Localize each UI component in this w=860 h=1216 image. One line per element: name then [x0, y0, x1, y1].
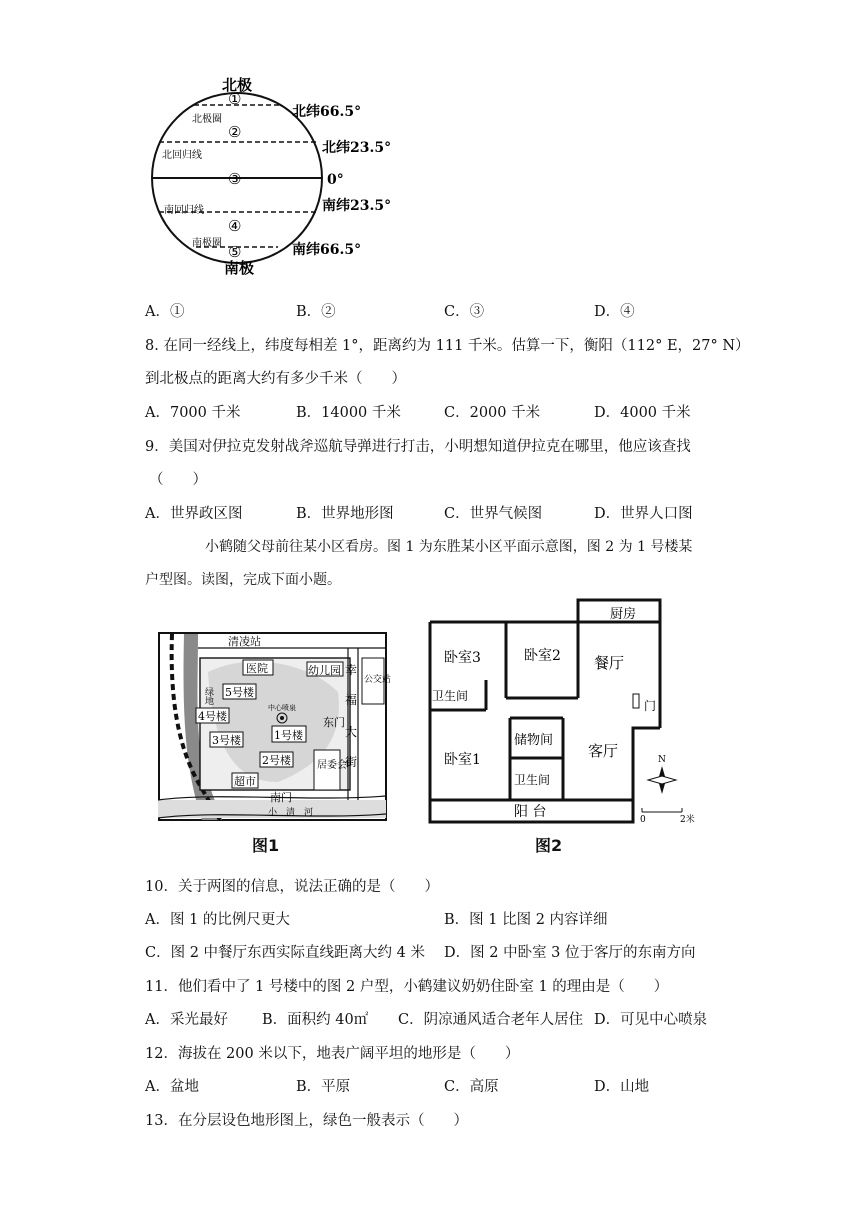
fig2-balcony-label: 阳 台 — [514, 804, 547, 820]
fig2-living-label: 客厅 — [588, 742, 619, 760]
latitude-globe-figure — [140, 70, 410, 285]
fig1-xing-label: 幸 — [345, 663, 358, 677]
fig1-da-label: 大 — [345, 725, 358, 739]
q8-option-a[interactable]: A．7000 千米 — [145, 405, 241, 421]
fig1-b5-label: 5号楼 — [225, 686, 254, 699]
fig1-b3-label: 3号楼 — [212, 734, 241, 747]
floor-plan-figure — [428, 598, 718, 828]
q10-option-d[interactable]: D．图 2 中卧室 3 位于客厅的东南方向 — [444, 945, 696, 961]
q9-stem-line2: （ ） — [149, 472, 207, 488]
fig2-scale-2: 2米 — [680, 815, 695, 825]
q11-option-d[interactable]: D．可见中心喷泉 — [594, 1012, 708, 1028]
fig1-south-gate-label: 南门 — [270, 791, 292, 804]
fig2-dining-label: 餐厅 — [594, 654, 625, 672]
q7-option-a[interactable]: A．① — [145, 304, 185, 320]
q13-stem: 13．在分层设色地形图上，绿色一般表示（ ） — [145, 1113, 468, 1129]
fig2-bath1-label: 卫生间 — [432, 689, 469, 703]
equator-label: 0° — [327, 172, 344, 188]
q9-option-a[interactable]: A．世界政区图 — [145, 506, 243, 522]
fig1-b4-label: 4号楼 — [198, 710, 227, 723]
fig1-east-gate-label: 东门 — [323, 716, 345, 729]
n235-label: 北纬23.5° — [322, 140, 392, 156]
fig2-storage-label: 储物间 — [514, 733, 554, 748]
zone-3-label: ③ — [228, 170, 242, 188]
fig1-b1-label: 1号楼 — [274, 729, 303, 742]
q10-option-a[interactable]: A．图 1 的比例尺更大 — [145, 912, 290, 928]
q8-option-c[interactable]: C．2000 千米 — [444, 405, 541, 421]
n665-label: 北纬66.5° — [292, 104, 362, 120]
south-pole-label: 南极 — [224, 259, 255, 277]
zone-1-label: ① — [228, 90, 242, 108]
q10-option-b[interactable]: B．图 1 比图 2 内容详细 — [444, 912, 608, 928]
fig2-door-label: 门 — [644, 699, 657, 713]
antarctic-circle-label: 南极圈 — [192, 238, 222, 249]
q12-option-c[interactable]: C．高原 — [444, 1079, 499, 1095]
q9-stem-line1: 9．美国对伊拉克发射战斧巡航导弹进行打击，小明想知道伊拉克在哪里，他应该查找 — [145, 439, 691, 455]
fig2-north-label: N — [658, 755, 666, 765]
fig1-qingzhan-label: 清凌站 — [228, 635, 261, 648]
q8-option-b[interactable]: B．14000 千米 — [296, 405, 401, 421]
fig1-bus-label: 公交站 — [364, 675, 392, 685]
fig1-fountain-label: 中心喷泉 — [268, 704, 296, 712]
fig1-b2-label: 2号楼 — [262, 754, 291, 767]
q7-option-c[interactable]: C．③ — [444, 304, 485, 320]
intro-line1: 小鹤随父母前往某小区看房。图 1 为东胜某小区平面示意图，图 2 为 1 号楼某 — [205, 539, 693, 555]
q8-stem-line2: 到北极点的距离大约有多少千米（ ） — [145, 371, 406, 387]
q10-stem: 10．关于两图的信息，说法正确的是（ ） — [145, 879, 439, 895]
q12-option-b[interactable]: B．平原 — [296, 1079, 351, 1095]
q7-option-b[interactable]: B．② — [296, 304, 336, 320]
compass-icon — [648, 755, 676, 794]
fig2-caption: 图2 — [535, 836, 563, 855]
arctic-circle-label: 北极圈 — [192, 114, 222, 125]
q12-option-d[interactable]: D．山地 — [594, 1079, 650, 1095]
zone-2-label: ② — [228, 123, 242, 141]
fig1-fu-label: 福 — [345, 693, 358, 707]
fig1-hospital-label: 医院 — [246, 662, 268, 675]
fig2-bath2-label: 卫生间 — [514, 773, 551, 787]
q9-option-d[interactable]: D．世界人口图 — [594, 506, 693, 522]
fig1-jie-label: 街 — [345, 755, 358, 769]
fig2-bed1-label: 卧室1 — [444, 752, 481, 768]
q11-option-c[interactable]: C．阴凉通风适合老年人居住 — [398, 1012, 584, 1028]
q12-option-a[interactable]: A．盆地 — [145, 1079, 199, 1095]
q11-option-b[interactable]: B．面积约 40㎡ — [262, 1012, 369, 1028]
fig2-scale-0: 0 — [640, 815, 646, 825]
s235-label: 南纬23.5° — [322, 198, 392, 214]
fig1-kindergarten-label: 幼儿园 — [308, 664, 341, 677]
fig1-market-label: 超市 — [234, 775, 256, 788]
q12-stem: 12．海拔在 200 米以下，地表广阔平坦的地形是（ ） — [145, 1046, 520, 1062]
zone-5-label: ⑤ — [228, 243, 242, 261]
zone-4-label: ④ — [228, 217, 242, 235]
north-pole-label: 北极 — [222, 76, 253, 94]
q7-option-d[interactable]: D．④ — [594, 304, 635, 320]
fig1-river-label: 小 清 河 — [268, 808, 314, 818]
fig1-committee-label: 居委会 — [317, 760, 347, 771]
fig2-bed3-label: 卧室3 — [444, 650, 481, 666]
q11-option-a[interactable]: A．采光最好 — [145, 1012, 228, 1028]
tropic-capricorn-label: 南回归线 — [164, 205, 204, 216]
s665-label: 南纬66.5° — [292, 242, 362, 258]
community-map-figure — [158, 632, 392, 822]
fig2-kitchen-label: 厨房 — [610, 607, 637, 622]
q8-stem-line1: 8. 在同一经线上，纬度每相差 1°，距离约为 111 千米。估算一下，衡阳（112° E，27° N） — [145, 338, 750, 354]
fig2-bed2-label: 卧室2 — [524, 648, 561, 664]
q11-stem: 11．他们看中了 1 号楼中的图 2 户型，小鹤建议奶奶住卧室 1 的理由是（ ） — [145, 979, 669, 995]
q9-option-c[interactable]: C．世界气候图 — [444, 506, 543, 522]
intro-line2: 户型图。读图，完成下面小题。 — [145, 572, 341, 588]
fig1-caption: 图1 — [252, 836, 280, 855]
q9-option-b[interactable]: B．世界地形图 — [296, 506, 394, 522]
q8-option-d[interactable]: D．4000 千米 — [594, 405, 691, 421]
fig1-green-label: 绿地 — [203, 687, 213, 705]
tropic-cancer-label: 北回归线 — [162, 150, 202, 161]
q10-option-c[interactable]: C．图 2 中餐厅东西实际直线距离大约 4 米 — [145, 945, 425, 961]
